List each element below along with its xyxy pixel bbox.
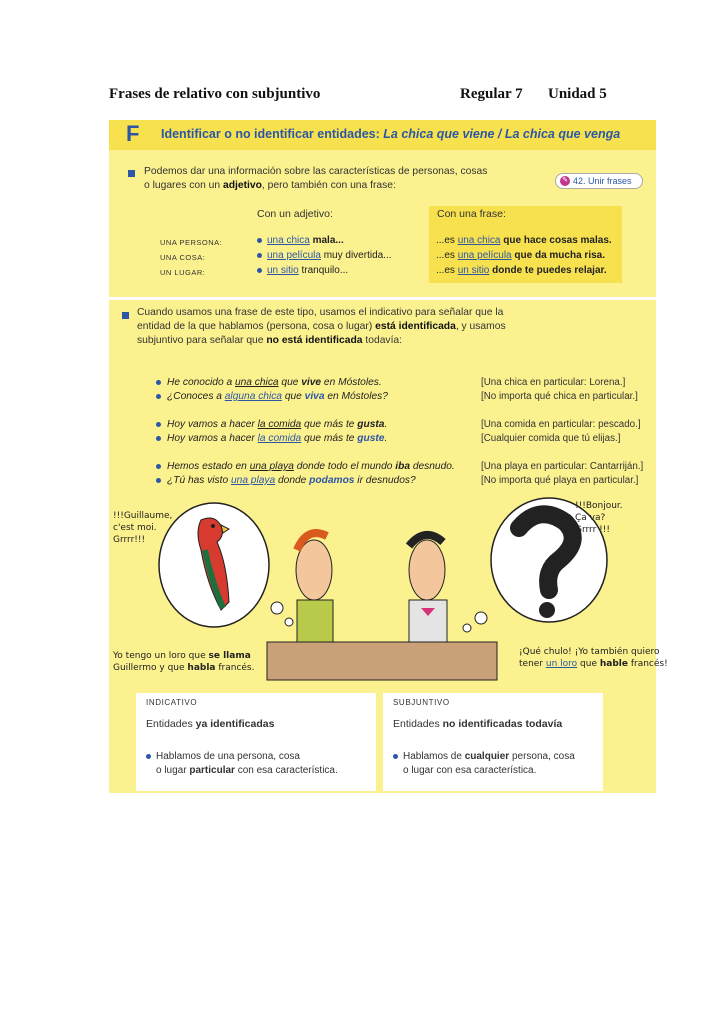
square-bullet-icon xyxy=(122,312,129,319)
right-boy-caption: ¡Qué chulo! ¡Yo también quiero tener un loro que hable francés! xyxy=(519,647,668,669)
example-note: [Una playa en particular: Cantarriján.] xyxy=(481,461,644,472)
adjective-example-thing: una película muy divertida... xyxy=(257,250,392,261)
parrot-speech-text: !!!Guillaume, c'est moi. Grrrr!!! xyxy=(113,511,173,545)
grammar-panel xyxy=(109,120,668,793)
intro-line-1: Podemos dar una información sobre las características de personas, cosas xyxy=(144,166,488,177)
row-label-place: UN LUGAR: xyxy=(160,268,206,277)
exercise-link-button[interactable] xyxy=(555,173,643,189)
example-sentence: Hoy vamos a hacer la comida que más te gusta. xyxy=(156,419,387,430)
exercise-link-label: 42. Unir frases xyxy=(573,176,632,186)
example-sentence: He conocido a una chica que vive en Móstoles. xyxy=(156,377,382,388)
phrase-example-place: ...es un sitio donde te puedes relajar. xyxy=(436,265,607,276)
adjective-example-person: una chica mala... xyxy=(257,235,344,246)
subjuntivo-summary: Entidades no identificadas todavía xyxy=(393,718,563,730)
phrase-example-person: ...es una chica que hace cosas malas. xyxy=(436,235,612,246)
indicativo-box xyxy=(136,693,376,791)
section-title-bar xyxy=(109,120,656,150)
section-title-plain: Identificar o no identificar entidades: xyxy=(161,127,380,141)
example-sentence: ¿Conoces a alguna chica que viva en Móstoles? xyxy=(156,391,388,402)
explanation-paragraph xyxy=(137,306,617,348)
level-label: Regular 7 xyxy=(460,86,523,102)
example-note: [Cualquier comida que tú elijas.] xyxy=(481,433,621,444)
example-sentence: ¿Tú has visto una playa donde podamos ir desnudos? xyxy=(156,475,416,486)
indicativo-heading: INDICATIVO xyxy=(146,698,198,707)
example-note: [No importa qué playa en particular.] xyxy=(481,475,639,486)
adjective-example-place: un sitio tranquilo... xyxy=(257,265,348,276)
square-bullet-icon xyxy=(128,170,135,177)
subjuntivo-heading: SUBJUNTIVO xyxy=(393,698,450,707)
column-header-adjective: Con un adjetivo: xyxy=(257,208,333,220)
example-sentence: Hoy vamos a hacer la comida que más te guste. xyxy=(156,433,387,444)
document-header xyxy=(109,86,629,108)
section-letter: F xyxy=(126,121,140,146)
example-note: [No importa qué chica en particular.] xyxy=(481,391,638,402)
question-speech-text: !!!Bonjour. Ça va? Grrrr !!! xyxy=(575,501,623,535)
explanation-line-3: subjuntivo para señalar que no está identificada todavía: xyxy=(137,335,403,346)
parrot-thought-bubble xyxy=(159,503,293,627)
row-label-thing: UNA COSA: xyxy=(160,253,206,262)
exercise-icon: ✎ xyxy=(560,176,570,186)
intro-paragraph xyxy=(144,165,544,193)
subjuntivo-box xyxy=(383,693,603,791)
indicativo-summary: Entidades ya identificadas xyxy=(146,718,275,730)
section-divider xyxy=(109,297,656,300)
column-header-phrase: Con una frase: xyxy=(437,208,506,220)
explanation-line-1: Cuando usamos una frase de este tipo, usamos el indicativo para señalar que la xyxy=(137,307,504,318)
row-label-person: UNA PERSONA: xyxy=(160,238,223,247)
explanation-line-2: entidad de la que hablamos (persona, cosa o lugar) está identificada, y usamos xyxy=(137,321,506,332)
example-note: [Una chica en particular: Lorena.] xyxy=(481,377,626,388)
unit-label: Unidad 5 xyxy=(548,86,607,102)
boy-right-figure xyxy=(409,535,447,642)
intro-line-2: o lugares con un adjetivo, pero también con una frase: xyxy=(144,180,396,191)
section-title xyxy=(161,127,620,141)
indicativo-bullet: Hablamos de una persona, cosa o lugar particular con esa característica. xyxy=(146,750,338,778)
document-title: Frases de relativo con subjuntivo xyxy=(109,86,321,102)
phrase-example-thing: ...es una película que da mucha risa. xyxy=(436,250,605,261)
example-note: [Una comida en particular: pescado.] xyxy=(481,419,641,430)
left-boy-caption: Yo tengo un loro que se llama Guillermo y que habla francés. xyxy=(113,651,255,673)
subjuntivo-bullet: Hablamos de cualquier persona, cosa o lugar con esa característica. xyxy=(393,750,575,778)
boy-left-figure xyxy=(296,533,333,642)
section-title-examples: La chica que viene / La chica que venga xyxy=(383,127,621,141)
example-sentence: Hemos estado en una playa donde todo el mundo iba desnudo. xyxy=(156,461,455,472)
table-desk xyxy=(267,642,497,680)
